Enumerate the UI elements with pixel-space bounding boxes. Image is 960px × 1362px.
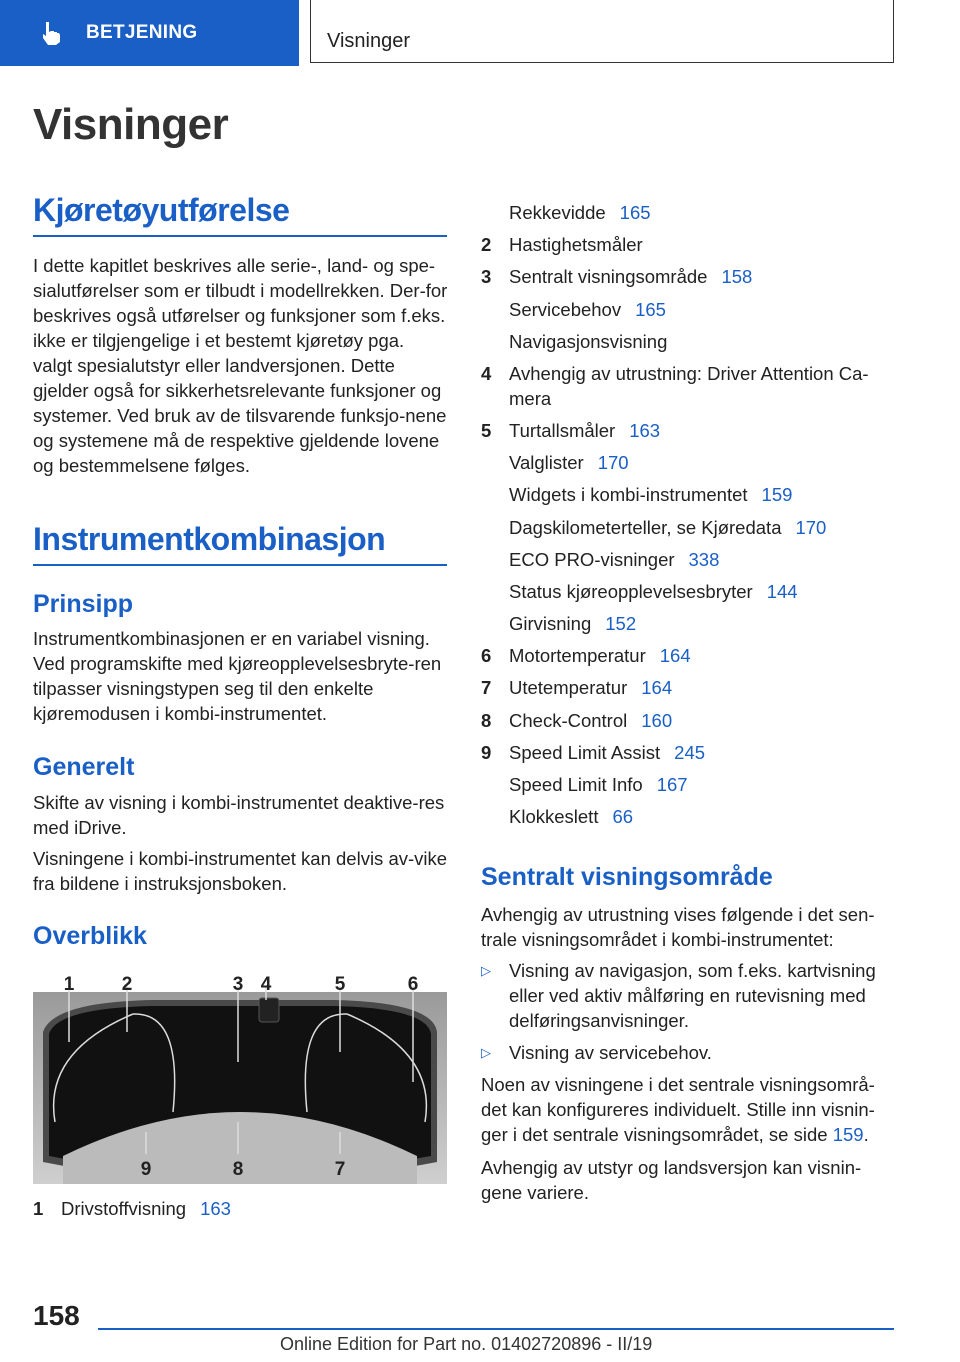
triangle-bullet-icon: ▷ xyxy=(481,963,491,978)
item-label: Servicebehov xyxy=(509,298,622,320)
instrument-cluster-figure xyxy=(33,972,447,1184)
subheading-central-area: Sentralt visningsområde xyxy=(481,863,773,891)
bullet-text: Visning av servicebehov. xyxy=(509,1042,712,1063)
item-label: Rekkevidde xyxy=(509,202,606,223)
page-link[interactable]: 66 xyxy=(612,806,634,828)
vehicle-paragraph: I dette kapitlet beskrives alle serie-, land- og spe-sialutførelser som er tilbudt i modellrekken. Der-for beskrives også utførelser og funksjoner som f.eks. ikke er tilgjengelige i et bestemt kjøretøy pga. valgt spesialutstyr eller landversjonen. Dette gjelder også for sikkerhetsrelevante funksjoner og systemer. Ved bruk av de tilsvarende funksjo-nene og systemene må de respektive gjeldende lovene og bestemmelsene følges. xyxy=(33,255,448,476)
page-link[interactable]: 163 xyxy=(629,419,661,441)
bullet-text: Visning av navigasjon, som f.eks. kartvisning eller ved aktiv målføring en rutevisning med delføringsanvisninger. xyxy=(509,960,876,1031)
page-link[interactable]: 338 xyxy=(688,548,720,570)
item-label: Dagskilometerteller, se Kjøredata xyxy=(509,516,782,538)
item-label: Avhengig av utrustning: Driver Attention Ca-mera xyxy=(509,362,869,409)
general-paragraph-1: Skifte av visning i kombi-instrumentet deaktive-res med iDrive. xyxy=(33,792,445,838)
page-link[interactable]: 165 xyxy=(619,202,651,223)
item-text: Drivstoffvisning xyxy=(61,1198,187,1219)
figure-callout-8: 8 xyxy=(232,1159,244,1180)
principle-paragraph: Instrumentkombinasjonen er en variabel visning. Ved programskifte med kjøreopplevelsesbryte-ren tilpasser visningstypen seg til den enkelte kjøremodusen i kombi-instrumentet. xyxy=(33,628,442,724)
section-heading-vehicle: Kjøretøyutførelse xyxy=(33,192,290,228)
item-label: Widgets i kombi-instrumentet xyxy=(509,484,748,506)
item-label: Turtallsmåler xyxy=(509,419,616,441)
page-number: 158 xyxy=(33,1300,80,1331)
item-number: 6 xyxy=(481,645,492,667)
section-tab[interactable] xyxy=(0,0,299,66)
figure-callout-5: 5 xyxy=(334,974,346,995)
item-text xyxy=(509,675,889,700)
item-label: Speed Limit Assist xyxy=(509,741,661,763)
item-text xyxy=(509,418,889,443)
page-link[interactable]: 164 xyxy=(641,677,673,699)
item-text xyxy=(509,450,889,475)
section-heading-cluster: Instrumentkombinasjon xyxy=(33,521,386,557)
item-number: 8 xyxy=(481,709,492,731)
item-text xyxy=(509,643,889,668)
page-link[interactable]: 170 xyxy=(597,452,629,474)
item-text xyxy=(509,740,889,765)
config-text: Noen av visningene i det sentrale visningsområ-det kan konfigureres individuelt. Stille inn visnin-ger i det sentrale visningsområdet, se side xyxy=(481,1074,875,1145)
page-link[interactable]: 144 xyxy=(766,580,798,602)
triangle-bullet-icon: ▷ xyxy=(481,1045,491,1060)
hand-pointer-icon xyxy=(38,20,64,46)
figure-callout-4: 4 xyxy=(260,974,272,995)
general-paragraph-2: Visningene i kombi-instrumentet kan delvis av-vike fra bildene i instruksjonsboken. xyxy=(33,848,448,894)
item-text xyxy=(509,547,889,572)
section-divider xyxy=(33,235,447,237)
closing-paragraph: Avhengig av utstyr og landsversjon kan visnin-gene variere. xyxy=(481,1157,862,1203)
item-text xyxy=(509,264,889,289)
item-text xyxy=(509,232,889,257)
config-end: . xyxy=(863,1124,869,1145)
section-tab-label: BETJENING xyxy=(86,22,198,43)
page-link[interactable]: 163 xyxy=(200,1198,231,1219)
footer-divider xyxy=(98,1328,894,1330)
item-number: 3 xyxy=(481,266,492,288)
subheading-general: Generelt xyxy=(33,753,135,781)
page-link[interactable]: 245 xyxy=(674,741,706,763)
list-item xyxy=(33,1198,231,1220)
page-link[interactable]: 159 xyxy=(832,1124,864,1145)
item-text xyxy=(509,579,889,604)
page-title: Visninger xyxy=(33,100,229,149)
item-number: 1 xyxy=(33,1198,44,1219)
page-link[interactable]: 170 xyxy=(795,516,827,538)
item-text xyxy=(509,708,889,733)
figure-callout-2: 2 xyxy=(121,974,133,995)
item-label: Valglister xyxy=(509,452,584,474)
page-link[interactable]: 158 xyxy=(721,266,753,288)
item-text xyxy=(509,329,889,354)
item-number: 2 xyxy=(481,234,492,256)
item-text xyxy=(509,772,889,797)
figure-callout-9: 9 xyxy=(140,1159,152,1180)
item-label: Navigasjonsvisning xyxy=(509,330,668,352)
section-divider xyxy=(33,564,447,566)
item-label: Girvisning xyxy=(509,613,592,635)
item-label: Klokkeslett xyxy=(509,806,599,828)
page-link[interactable]: 160 xyxy=(641,709,673,731)
page-link[interactable]: 159 xyxy=(761,484,793,506)
header-section-title: Visninger xyxy=(327,30,411,52)
figure-callout-1: 1 xyxy=(63,974,75,995)
item-label: Hastighetsmåler xyxy=(509,234,643,256)
page-link[interactable]: 165 xyxy=(635,298,666,320)
item-text xyxy=(509,804,889,829)
footer-edition: Online Edition for Part no. 01402720896 - II/19 xyxy=(280,1334,653,1354)
item-number: 9 xyxy=(481,741,492,763)
config-paragraph xyxy=(481,1072,891,1147)
figure-callout-7: 7 xyxy=(334,1159,346,1180)
item-label: Check-Control xyxy=(509,709,628,731)
item-number: 5 xyxy=(481,419,492,441)
item-number: 4 xyxy=(481,362,492,384)
subheading-overview: Overblikk xyxy=(33,922,147,950)
figure-callout-3: 3 xyxy=(232,974,244,995)
item-text xyxy=(509,515,889,540)
item-label: Motortemperatur xyxy=(509,645,646,667)
page-link[interactable]: 167 xyxy=(656,774,688,795)
header-section-title-box xyxy=(310,0,894,63)
item-text xyxy=(509,482,889,507)
item-number: 7 xyxy=(481,677,492,699)
item-label: Utetemperatur xyxy=(509,677,628,699)
item-text xyxy=(509,200,889,225)
item-label: Speed Limit Info xyxy=(509,774,643,795)
item-label: Status kjøreopplevelsesbryter xyxy=(509,580,753,602)
item-label: ECO PRO-visninger xyxy=(509,548,675,570)
page-link[interactable]: 164 xyxy=(659,645,691,667)
central-intro: Avhengig av utrustning vises følgende i det sen-trale visningsområdet i kombi-instrumentet: xyxy=(481,904,875,950)
item-label: Sentralt visningsområde xyxy=(509,266,708,288)
item-text xyxy=(509,611,889,636)
item-text xyxy=(509,297,889,322)
item-text xyxy=(509,361,889,411)
figure-callout-6: 6 xyxy=(407,974,419,995)
subheading-principle: Prinsipp xyxy=(33,590,134,618)
page-link[interactable]: 152 xyxy=(605,613,637,635)
